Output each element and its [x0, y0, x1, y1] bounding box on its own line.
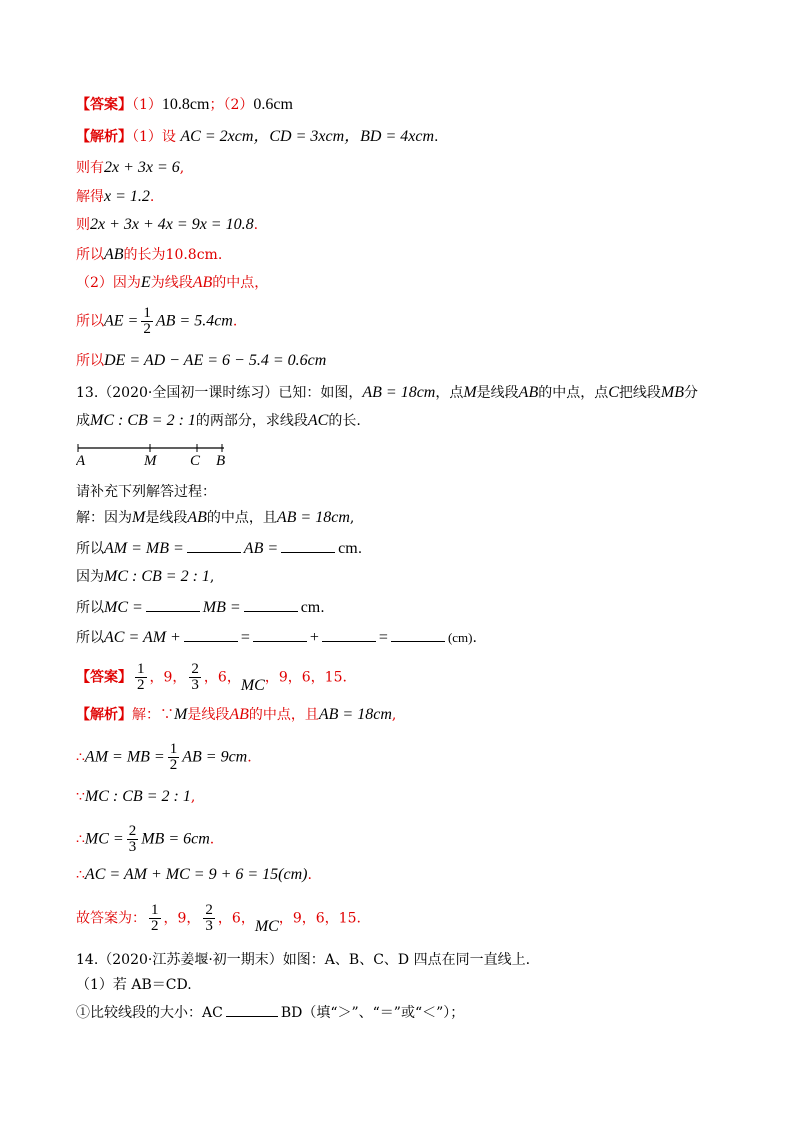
fraction: [189, 662, 201, 693]
answer-blank[interactable]: [391, 627, 445, 642]
text: +: [309, 629, 319, 646]
answer-blank[interactable]: [244, 597, 298, 612]
answer-values: ，6，: [203, 669, 241, 686]
segment-name: MC: [240, 676, 265, 694]
answer-line: [76, 96, 293, 114]
text: 所以: [76, 247, 104, 263]
question-number: 14.: [76, 952, 99, 968]
label-a: A: [76, 453, 86, 469]
text: 是线段: [187, 707, 230, 723]
question-source: （2020·全国初一课时练习）已知：如图，: [98, 385, 363, 401]
answer-blank[interactable]: [322, 627, 376, 642]
text: 所以: [76, 630, 104, 646]
solution-line: 解得x = 1.2.: [76, 188, 155, 205]
answer-values: ，9，: [149, 669, 187, 686]
text: 因为: [76, 569, 104, 585]
text: BD（填“＞”、“＝”或“＜”）；: [280, 1005, 465, 1021]
therefore-symbol: ∴: [76, 867, 85, 883]
equation: AB = 9cm: [182, 748, 248, 766]
point-name: C: [608, 384, 619, 401]
part-label: （1）: [132, 97, 162, 113]
equation: MC =: [84, 830, 124, 848]
solution-line: ∴AM = MB = $\frac{1}{2}$ AB = 9cm.: [76, 741, 252, 773]
numerator: 1: [151, 902, 159, 918]
numerator: 2: [128, 823, 137, 839]
numerator: 1: [137, 661, 145, 677]
fraction: [135, 662, 147, 693]
denominator: 3: [191, 677, 199, 693]
question-line: [76, 412, 361, 430]
fill-line: 因为MC : CB = 2 : 1,: [76, 568, 215, 585]
segment-name: AB: [518, 384, 539, 401]
question-line: [76, 951, 530, 969]
equation: MC : CB = 2 : 1: [104, 568, 210, 585]
unit: cm: [300, 599, 321, 616]
label-b: B: [216, 453, 226, 469]
text: 分: [684, 385, 698, 401]
answer-blank[interactable]: [281, 538, 335, 553]
equation: 2x + 3x + 4x = 9x = 10.8: [90, 216, 254, 233]
fraction: [127, 824, 139, 855]
answer-values: ，9，6，15.: [264, 669, 347, 686]
question-part: （1）若 AB＝CD.: [76, 977, 192, 993]
solution-line: [76, 352, 326, 370]
solution-line: 【解析】解：∵M是线段AB的中点，且AB = 18cm,: [76, 706, 397, 723]
label-m: M: [144, 453, 157, 469]
text: 的中点，点: [538, 385, 609, 401]
text: 的长.: [328, 413, 361, 429]
therefore-symbol: ∴: [76, 831, 85, 848]
final-answer-line: [76, 903, 361, 937]
numerator: 1: [169, 741, 178, 757]
segment-name: AB: [187, 509, 207, 526]
because-symbol: ∵: [76, 789, 85, 805]
equation: AB = 18cm: [276, 509, 350, 526]
answer-blank[interactable]: [187, 538, 241, 553]
fill-line: 所以AC = AM + = + = (cm).: [76, 629, 477, 646]
text: 的长为10.8cm: [123, 247, 218, 263]
label-c: C: [190, 453, 201, 469]
equation: AM = MB =: [84, 748, 165, 766]
equation: MC : CB = 2 : 1: [90, 412, 196, 429]
fraction: [141, 306, 153, 337]
text: 是线段: [476, 385, 519, 401]
text: =: [240, 629, 250, 646]
equation: AB =: [243, 540, 279, 557]
equation: MB = 6cm: [141, 830, 210, 848]
point-name: M: [174, 706, 188, 723]
text: 的中点，且: [248, 707, 319, 723]
answer-tag: 【答案】: [76, 669, 132, 686]
fraction: [149, 903, 161, 934]
text: 为线段: [150, 275, 193, 291]
equation: AE =: [104, 312, 139, 330]
denominator: 2: [169, 757, 178, 773]
text: 则有: [76, 160, 104, 176]
text: 故答案为：: [76, 910, 146, 927]
equation: x = 1.2: [104, 188, 150, 205]
denominator: 3: [205, 918, 213, 934]
question-part: [76, 1002, 464, 1022]
answer-blank[interactable]: [226, 1002, 278, 1017]
text: （1）设: [132, 129, 176, 145]
equation: MC : CB = 2 : 1: [84, 788, 191, 805]
solution-line: ∴AC = AM + MC = 9 + 6 = 15(cm).: [76, 866, 312, 883]
answer-value: 10.8cm: [161, 96, 210, 113]
equation: AB = 18cm: [318, 706, 392, 723]
answer-value: 0.6cm: [253, 96, 293, 113]
text: 是线段: [145, 510, 188, 526]
fill-line: 所以AM = MB = AB = cm.: [76, 540, 363, 557]
text: 的中点，且: [206, 510, 277, 526]
text: 解：因为: [76, 510, 132, 526]
answer-values: ，6，: [217, 910, 255, 927]
text: 所以: [76, 313, 104, 330]
text: 的中点，: [212, 275, 269, 291]
question-line: [76, 384, 698, 402]
answer-blank[interactable]: [184, 627, 238, 642]
fill-line: 所以MC = MB = cm.: [76, 599, 325, 616]
answer-tag: 【答案】: [76, 97, 132, 113]
fraction: [168, 742, 180, 773]
text: 所以: [76, 353, 104, 369]
segment-diagram: [76, 440, 246, 470]
answer-blank[interactable]: [146, 597, 200, 612]
text: 则: [76, 217, 90, 233]
point-name: M: [132, 509, 146, 526]
equation: AM = MB =: [104, 540, 184, 557]
segment-name: AB: [104, 246, 124, 263]
fraction: [203, 903, 215, 934]
fill-prompt: 请补充下列解答过程：: [76, 484, 216, 500]
equation: AC = AM + MC = 9 + 6 = 15(cm): [84, 866, 308, 883]
numerator: 2: [205, 902, 213, 918]
segment-name: AB: [229, 706, 249, 723]
answer-values: ，9，6，15.: [278, 910, 361, 927]
segment-name: AC: [307, 412, 329, 429]
denominator: 2: [137, 677, 145, 693]
text: 解得: [76, 189, 104, 205]
solution-line: 所以AE = $\frac{1}{2}$ AB = 5.4cm.: [76, 305, 238, 337]
segment-name: MC: [254, 917, 279, 935]
numerator: 1: [143, 305, 151, 321]
text: 成: [76, 413, 90, 429]
answer-values: ，9，: [163, 910, 201, 927]
segment-name: AB: [192, 274, 213, 291]
solution-line: 【解析】（1）设 AC = 2xcm，CD = 3xcm，BD = 4xcm.: [76, 128, 439, 145]
equation: AB = 18cm: [362, 384, 436, 401]
solution-line: 则2x + 3x + 4x = 9x = 10.8.: [76, 216, 259, 233]
question-number: 13.: [76, 385, 99, 401]
text: =: [378, 629, 388, 646]
unit: cm: [338, 540, 358, 557]
point-name: E: [140, 274, 151, 291]
denominator: 2: [143, 321, 151, 337]
equation: AC = 2xcm，CD = 3xcm，BD = 4xcm: [180, 128, 435, 145]
solution-tag: 【解析】: [76, 707, 132, 723]
denominator: 3: [128, 839, 137, 855]
solution-line: [76, 274, 268, 292]
denominator: 2: [151, 918, 159, 934]
equation: AB = 5.4cm: [155, 312, 233, 330]
equation: DE = AD − AE = 6 − 5.4 = 0.6cm: [104, 352, 327, 369]
text: 所以: [76, 541, 104, 557]
solution-tag: 【解析】: [76, 129, 132, 145]
segment-name: MB: [660, 384, 684, 401]
equation: MB =: [202, 599, 241, 616]
part-label: （2）: [223, 97, 254, 113]
text: 把线段: [618, 385, 661, 401]
equation: 2x + 3x = 6: [104, 159, 180, 176]
solution-line: ∵MC : CB = 2 : 1,: [76, 788, 196, 805]
question-text: （2020·江苏姜堰·初一期末）如图：A、B、C、D 四点在同一直线上.: [98, 952, 531, 968]
text: 的两部分，求线段: [195, 413, 308, 429]
therefore-symbol: ∴: [76, 749, 85, 766]
fill-line: 解：因为M是线段AB的中点，且AB = 18cm,: [76, 509, 355, 526]
separator: ；: [209, 97, 224, 113]
equation: MC =: [104, 599, 143, 616]
solution-line: ∴MC = $\frac{2}{3}$ MB = 6cm.: [76, 823, 215, 855]
text: 解：∵: [132, 707, 174, 723]
solution-line: 所以AB的长为10.8cm.: [76, 246, 223, 263]
unit: (cm): [447, 630, 473, 645]
answer-line: [76, 662, 347, 696]
text: 所以: [76, 600, 104, 616]
equation: AC = AM +: [104, 629, 181, 646]
text: ，点: [435, 385, 464, 401]
point-name: M: [463, 384, 477, 401]
answer-blank[interactable]: [253, 627, 307, 642]
text: （2）因为: [76, 275, 141, 291]
text: ①比较线段的大小：AC: [76, 1005, 223, 1021]
solution-line: 则有2x + 3x = 6,: [76, 159, 185, 176]
numerator: 2: [191, 661, 199, 677]
